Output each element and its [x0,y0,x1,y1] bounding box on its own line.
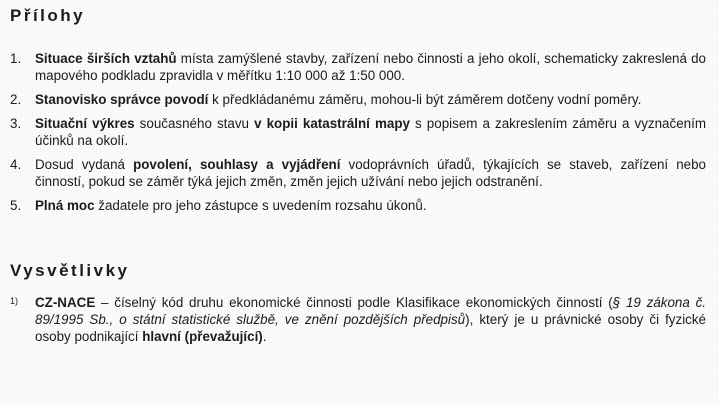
list-item [10,50,706,84]
list-item-number: 5. [10,198,22,213]
attachments-heading: Přílohy [10,6,86,25]
text-segment: . [262,329,267,344]
text-segment: současného stavu [134,116,255,131]
text-segment: hlavní (převažující) [142,329,263,344]
text-segment: vodoprávních úřadů, týkajících se staveb, zařízení nebo činností, pokud se záměr týká jejich změn, změn jejich užívání nebo jejich odstranění. [35,157,706,189]
text-segment: ), který je u právnické osoby či fyzické osoby podnikající [35,312,707,344]
text-segment: místa zamýšlené stavby, zařízení nebo činnosti a jeho okolí, schematicky zakreslená do mapového podkladu zpravidla v měřítku 1:10 000 až 1:50 000. [35,51,706,83]
text-segment: – číselný kód druhu ekonomické činnosti podle Klasifikace ekonomických činností ( [95,295,613,310]
text-segment: CZ-NACE [35,295,96,310]
footnotes-list [10,294,706,345]
list-item [10,197,706,214]
list-item [10,115,706,149]
text-segment: povolení, souhlasy a vyjádření [133,157,341,172]
text-segment: Plná moc [35,198,95,213]
text-segment: Stanovisko správce povodí [35,92,209,107]
list-item [10,91,706,108]
text-segment: Situační výkres [35,116,135,131]
list-item-text [35,50,706,84]
text-segment: Situace širších vztahů [35,51,177,66]
footnote-item [10,294,706,345]
list-item-text [35,197,706,214]
list-item-text [35,156,706,190]
text-segment: s popisem a zakreslením záměru a vyznačením účinků na okolí. [35,116,706,148]
list-item-number: 1. [10,51,22,66]
text-segment: v kopii katastrální mapy [254,116,410,131]
list-item-number: 2. [10,92,22,107]
list-item-number: 4. [10,157,22,172]
list-item-text [35,115,706,149]
footnote-text [35,294,706,345]
list-item-text [35,91,706,108]
footnote-marker: 1) [10,296,19,306]
text-segment: žadatele pro jeho zástupce s uvedením rozsahu úkonů. [94,198,427,213]
text-segment: § 19 zákona č. 89/1995 Sb., o státní statistické službě, ve znění pozdějších předpisů [35,295,706,327]
text-segment: Dosud vydaná [35,157,134,172]
attachments-list [10,50,706,214]
list-item [10,156,706,190]
notes-heading: Vysvětlivky [10,261,130,280]
text-segment: k předkládanému záměru, mohou-li být záměrem dotčeny vodní poměry. [208,92,642,107]
list-item-number: 3. [10,116,22,131]
